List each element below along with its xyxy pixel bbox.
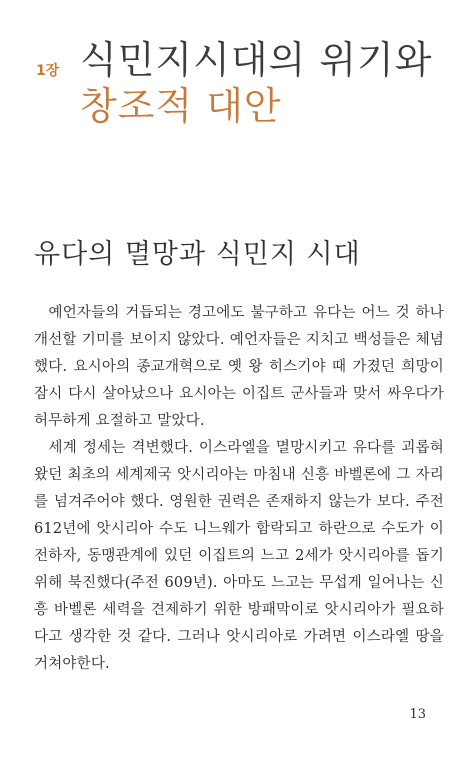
paragraph-2: 세계 정세는 격변했다. 이스라엘을 멸망시키고 유다를 괴롭혀 왔던 최초의 세계제국 앗시리아는 마침내 신흥 바벨론에 그 자리를 넘겨주어야 했다. 영원한 권력은 존재하지 않는가 보다. 주전 612년에 앗시리아 수도 니느웨가 함락되고 하란으로 수도가 이전하자, 동맹관계에 있던 이집트의 느고 2세가 앗시리아를 돕기 위해 북진했다(주전 609년). 아마도 느고는 무섭게 일어나는 신흥 바벨론 세력을 견제하기 위한 방패막이로 앗시리아가 필요하다고 생각한 것 같다. 그러나 앗시리아로 가려면 이스라엘 땅을 거쳐야한다.: [34, 440, 444, 672]
chapter-number: 1장: [36, 63, 60, 79]
chapter-title-line1: 식민지시대의 위기와: [80, 38, 433, 82]
section-heading: 유다의 멸망과 식민지 시대: [34, 239, 361, 270]
page-number: 13: [409, 707, 426, 722]
chapter-title-line2: 창조적 대안: [80, 84, 282, 128]
body-text: [34, 300, 444, 678]
paragraph-1: 예언자들의 거듭되는 경고에도 불구하고 유다는 어느 것 하나 개선할 기미를 보이지 않았다. 예언자들은 지치고 백성들은 체념했다. 요시아의 종교개혁으로 옛 왕 히스기야 때 가졌던 희망이 잠시 다시 살아났으나 요시아는 이집트 군사들과 맞서 싸우다가 허무하게 요절하고 말았다.: [34, 305, 444, 429]
